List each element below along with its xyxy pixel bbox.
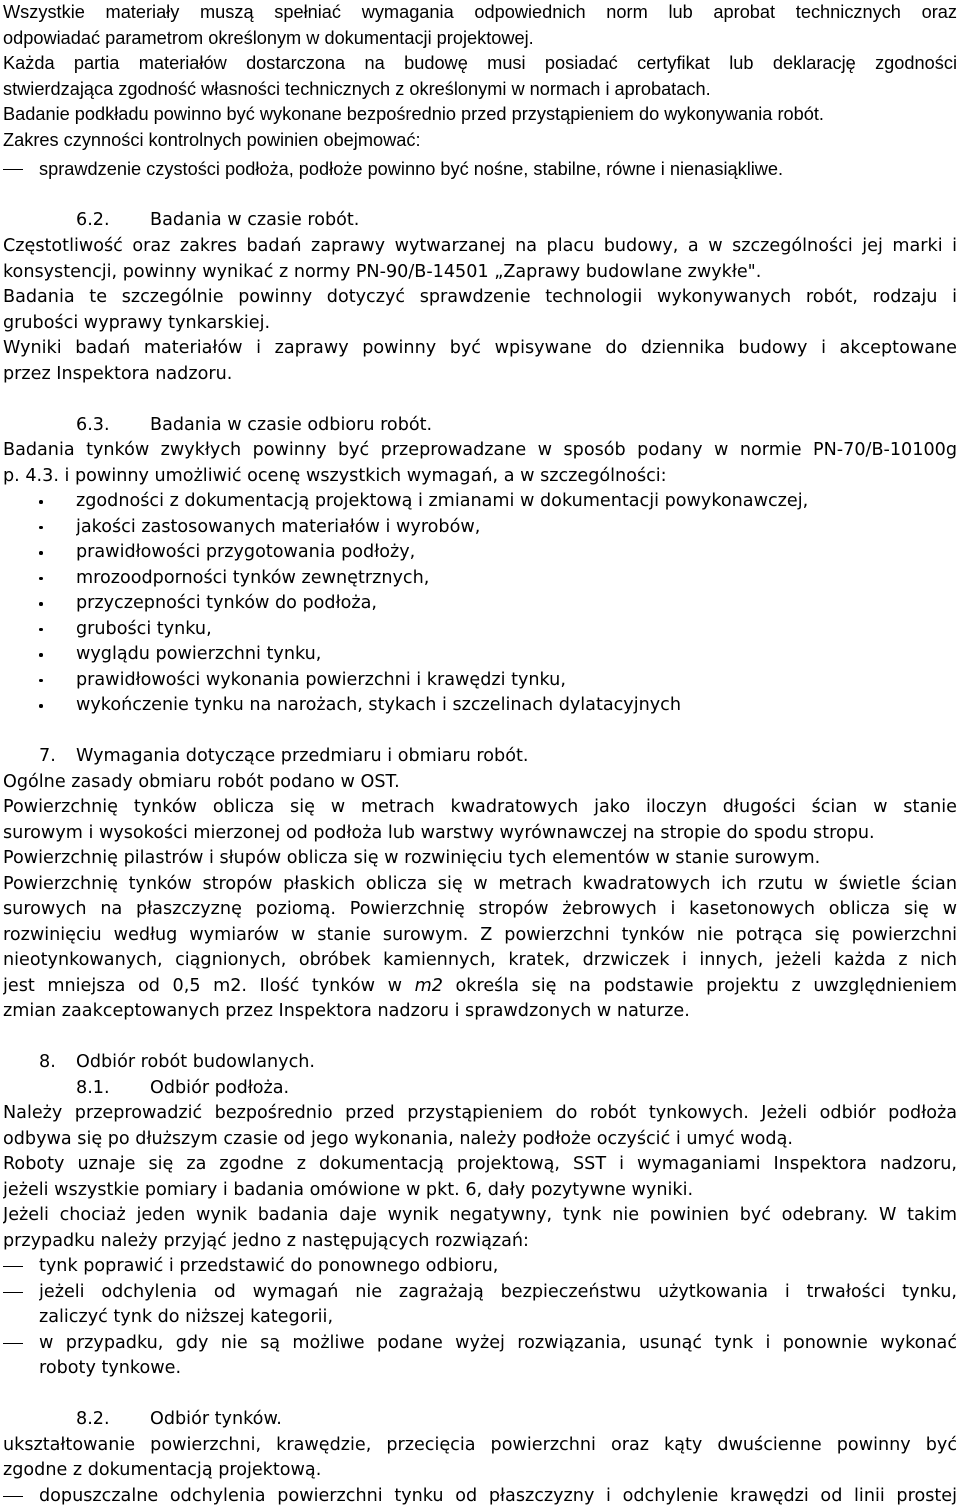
section-number: 8.2.	[76, 1409, 110, 1429]
list-item: prawidłowości wykonania powierzchni i krawędzi tynku,	[76, 669, 566, 690]
paragraph-line: Roboty uznaje się za zgodne z dokumentacją projektową, SST i wymaganiami Inspektora nadzoru,	[3, 1154, 957, 1174]
bullet-dot	[36, 515, 48, 541]
paragraph-line: Badania tynków zwykłych powinny być przeprowadzane w sposób podany w normie PN-70/B-10100g	[3, 440, 957, 460]
paragraph-line: przez Inspektora nadzoru.	[3, 363, 233, 384]
paragraph-line: przypadku należy przyjąć jedno z następujących rozwiązań:	[3, 1230, 529, 1251]
dash-bullet	[3, 1484, 27, 1510]
paragraph-line: odpowiadać parametrom określonym w dokumentacji projektowej.	[3, 27, 534, 48]
list-item: jeżeli odchylenia od wymagań nie zagrażają bezpieczeństwu użytkowania i trwałości tynku,	[39, 1281, 957, 1302]
section-title: Odbiór podłoża.	[150, 1077, 290, 1098]
paragraph-line: Powierzchnię pilastrów i słupów oblicza się w rozwinięciu tych elementów w stanie surowym.	[3, 848, 821, 868]
section-number: 7.	[39, 746, 56, 766]
paragraph-line: Badania te szczególnie powinny dotyczyć sprawdzenie technologii wykonywanych robót, rodzaju i	[3, 287, 957, 307]
dash-bullet	[3, 1331, 27, 1357]
section-number: 8.1.	[76, 1077, 110, 1098]
paragraph-line: Należy przeprowadzić bezpośrednio przed przystąpieniem do robót tynkowych. Jeżeli odbiór podłoża	[3, 1103, 957, 1123]
dash-bullet	[3, 1254, 27, 1280]
paragraph-line: zgodne z dokumentacją projektową.	[3, 1460, 322, 1480]
list-item: sprawdzenie czystości podłoża, podłoże powinno być nośne, stabilne, równe i nienasiąkliwe.	[39, 159, 784, 179]
paragraph-line: Jeżeli chociaż jeden wynik badania daje wynik negatywny, tynk nie powinien być odebrany. W takim	[3, 1205, 957, 1225]
paragraph-line: Częstotliwość oraz zakres badań zaprawy wytwarzanej na placu budowy, a w szczególności jej marki i	[3, 236, 957, 256]
bullet-dot	[36, 591, 48, 617]
list-item: mrozoodporności tynków zewnętrznych,	[76, 567, 430, 588]
unit-italic: m2	[414, 975, 443, 996]
bullet-dot	[36, 668, 48, 694]
text-run: jest mniejsza od 0,5 m2. Ilość tynków w	[3, 975, 415, 996]
list-item: przyczepności tynków do podłoża,	[76, 593, 377, 613]
paragraph-line: p. 4.3. i powinny umożliwić ocenę wszystkich wymagań, a w szczególności:	[3, 465, 667, 486]
section-title: Badania w czasie odbioru robót.	[150, 414, 433, 435]
paragraph-line: surowych na płaszczyznę poziomą. Powierzchnię stropów żebrowych i kasetonowych oblicza się w	[3, 899, 957, 919]
list-item: zgodności z dokumentacją projektową i zmianami w dokumentacji powykonawczej,	[76, 491, 809, 511]
paragraph-line: stwierdzająca zgodność własności technicznych z określonymi w normach i aprobatach.	[3, 78, 711, 99]
paragraph-line: Powierzchnię tynków oblicza się w metrach kwadratowych jako iloczyn długości ścian w stanie	[3, 797, 957, 817]
section-title: Odbiór robót budowlanych.	[76, 1052, 315, 1072]
dash-bullet	[3, 1280, 27, 1306]
paragraph-line: ukształtowanie powierzchni, krawędzie, przecięcia powierzchni oraz kąty dwuścienne powinny być	[3, 1434, 957, 1455]
list-item: wykończenie tynku na narożach, stykach i szczelinach dylatacyjnych	[76, 695, 681, 715]
paragraph-line: Ogólne zasady obmiaru robót podano w OST.	[3, 771, 400, 792]
list-item-continuation: zaliczyć tynk do niższej kategorii,	[39, 1307, 334, 1327]
paragraph-line: grubości wyprawy tynkarskiej.	[3, 312, 271, 333]
bullet-dot	[36, 489, 48, 515]
bullet-dot	[36, 617, 48, 643]
paragraph-line: Wyniki badań materiałów i zaprawy powinny być wpisywane do dziennika budowy i akceptowane	[3, 338, 957, 358]
list-item-continuation: roboty tynkowe.	[39, 1358, 182, 1378]
paragraph-line: surowym i wysokości mierzonej od podłoża lub warstwy wyrównawczej na stropie do spodu stropu.	[3, 822, 875, 843]
paragraph-line: jeżeli wszystkie pomiary i badania omówione w pkt. 6, dały pozytywne wyniki.	[3, 1179, 694, 1200]
list-item: grubości tynku,	[76, 618, 212, 639]
section-number: 6.2.	[76, 210, 110, 230]
bullet-dot	[36, 642, 48, 668]
paragraph-line: odbywa się po dłuższym czasie od jego wykonania, należy podłoże oczyścić i umyć wodą.	[3, 1128, 793, 1149]
list-item: dopuszczalne odchylenia powierzchni tynku od płaszczyzny i odchylenie krawędzi od linii prostej	[39, 1485, 957, 1506]
section-number: 8.	[39, 1052, 56, 1072]
list-item: prawidłowości przygotowania podłoży,	[76, 542, 416, 562]
paragraph-line: Badanie podkładu powinno być wykonane bezpośrednio przed przystąpieniem do wykonywania robót.	[3, 104, 824, 124]
bullet-dot	[36, 540, 48, 566]
section-title: Odbiór tynków.	[150, 1409, 282, 1429]
paragraph-line: Wszystkie materiały muszą spełniać wymagania odpowiednich norm lub aprobat technicznych oraz	[3, 2, 957, 22]
section-number: 6.3.	[76, 414, 110, 435]
list-item: wyglądu powierzchni tynku,	[76, 644, 322, 664]
section-title: Badania w czasie robót.	[150, 210, 360, 230]
paragraph-line: Zakres czynności kontrolnych powinien obejmować:	[3, 129, 421, 150]
paragraph-line: Każda partia materiałów dostarczona na budowę musi posiadać certyfikat lub deklarację zgodności	[3, 53, 957, 73]
paragraph-line: nieotynkowanych, ciągnionych, obróbek kamiennych, kratek, drzwiczek i innych, jeżeli każda z nich	[3, 950, 957, 970]
paragraph-line: Powierzchnię tynków stropów płaskich oblicza się w metrach kwadratowych ich rzutu w świetle ścian	[3, 873, 957, 894]
text-run: określa się na podstawie projektu z uwzględnieniem	[442, 975, 957, 996]
section-title: Wymagania dotyczące przedmiaru i obmiaru robót.	[76, 746, 529, 766]
paragraph-line: zmian zaakceptowanych przez Inspektora nadzoru i sprawdzonych w naturze.	[3, 1001, 690, 1021]
paragraph-line: rozwinięciu według wymiarów w stanie surowym. Z powierzchni tynków nie potrąca się powierzchni	[3, 924, 957, 945]
bullet-dot	[36, 566, 48, 592]
dash-bullet	[3, 157, 27, 183]
bullet-dot	[36, 693, 48, 719]
list-item: jakości zastosowanych materiałów i wyrobów,	[76, 516, 481, 537]
list-item: tynk poprawić i przedstawić do ponownego odbioru,	[39, 1256, 499, 1276]
paragraph-line	[3, 974, 957, 1000]
paragraph-line: konsystencji, powinny wynikać z normy PN-90/B-14501 „Zaprawy budowlane zwykłe".	[3, 261, 762, 282]
list-item: w przypadku, gdy nie są możliwe podane wyżej rozwiązania, usunąć tynk i ponownie wykonać	[39, 1332, 957, 1353]
